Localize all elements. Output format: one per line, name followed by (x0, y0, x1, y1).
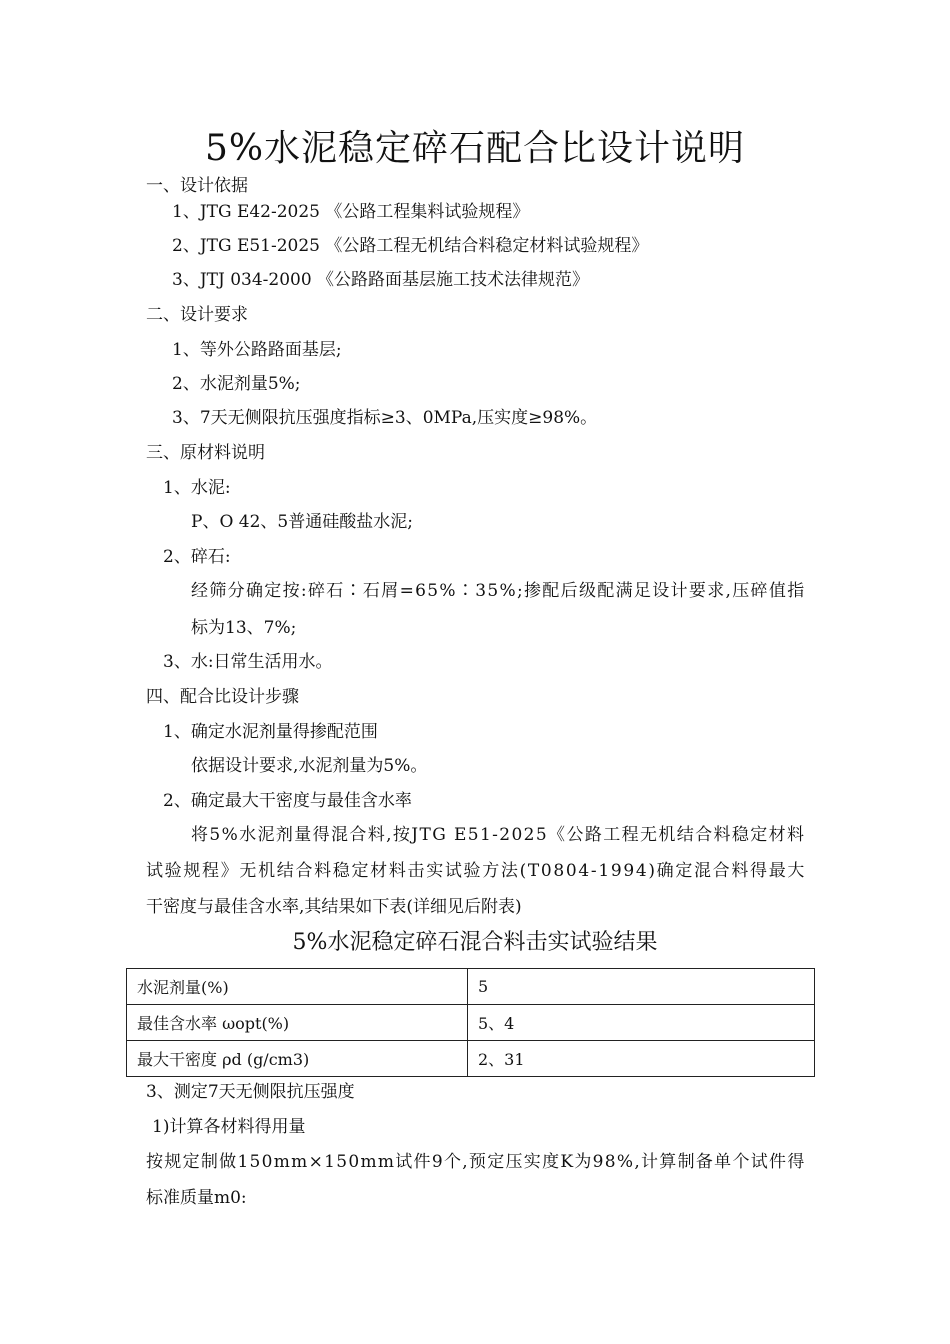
material-gravel-text-2: 标为13、7%; (191, 618, 297, 638)
requirement-item-2: 2、水泥剂量5%; (172, 374, 301, 394)
table-title: 5%水泥稳定碎石混合料击实试验结果 (292, 930, 658, 955)
table-row (127, 1041, 815, 1077)
basis-item-3: 3、JTJ 034-2000 《公路路面基层施工技术法律规范》 (172, 270, 590, 290)
step2-label: 2、确定最大干密度与最佳含水率 (163, 791, 412, 811)
table-row (127, 969, 815, 1005)
section-heading-basis: 一、设计依据 (146, 176, 248, 196)
calc-text-1: 按规定制做150mm×150mm试件9个,预定压实度K为98%,计算制备单个试件得 (146, 1152, 806, 1172)
basis-item-1: 1、JTG E42-2025 《公路工程集料试验规程》 (172, 202, 530, 222)
table-cell-value: 2、31 (468, 1041, 815, 1077)
calc-text-2: 标准质量m0: (146, 1188, 247, 1208)
document-title: 5%水泥稳定碎石配合比设计说明 (204, 128, 746, 169)
basis-item-2: 2、JTG E51-2025 《公路工程无机结合料稳定材料试验规程》 (172, 236, 649, 256)
section-heading-steps: 四、配合比设计步骤 (146, 687, 299, 707)
step2-text-1: 将5%水泥剂量得混合料,按JTG E51-2025《公路工程无机结合料稳定材料 (191, 825, 806, 845)
requirement-item-3: 3、7天无侧限抗压强度指标≥3、0MPa,压实度≥98%。 (172, 408, 598, 428)
section-heading-requirements: 二、设计要求 (146, 305, 248, 325)
sub1-label: 1)计算各材料得用量 (152, 1117, 306, 1137)
material-cement-text: P、O 42、5普通硅酸盐水泥; (191, 512, 413, 532)
material-water: 3、水:日常生活用水。 (163, 652, 333, 672)
step3-label: 3、测定7天无侧限抗压强度 (146, 1082, 355, 1102)
compaction-results-table (126, 968, 815, 1077)
table-cell-value: 5 (468, 969, 815, 1005)
step1-text: 依据设计要求,水泥剂量为5%。 (191, 756, 428, 776)
table-cell-value: 5、4 (468, 1005, 815, 1041)
table-row (127, 1005, 815, 1041)
table-cell-label: 最大干密度 ρd (g/cm3) (127, 1041, 468, 1077)
section-heading-materials: 三、原材料说明 (146, 443, 265, 463)
material-cement-label: 1、水泥: (163, 478, 231, 498)
step1-label: 1、确定水泥剂量得掺配范围 (163, 722, 378, 742)
step2-text-2: 试验规程》无机结合料稳定材料击实试验方法(T0804-1994)确定混合料得最大 (146, 861, 807, 881)
step2-text-3: 干密度与最佳含水率,其结果如下表(详细见后附表) (146, 897, 522, 917)
table-cell-label: 最佳含水率 ωopt(%) (127, 1005, 468, 1041)
table-cell-label: 水泥剂量(%) (127, 969, 468, 1005)
requirement-item-1: 1、等外公路路面基层; (172, 340, 342, 360)
material-gravel-text-1: 经筛分确定按:碎石∶石屑=65%∶35%;掺配后级配满足设计要求,压碎值指 (191, 581, 806, 601)
material-gravel-label: 2、碎石: (163, 547, 231, 567)
